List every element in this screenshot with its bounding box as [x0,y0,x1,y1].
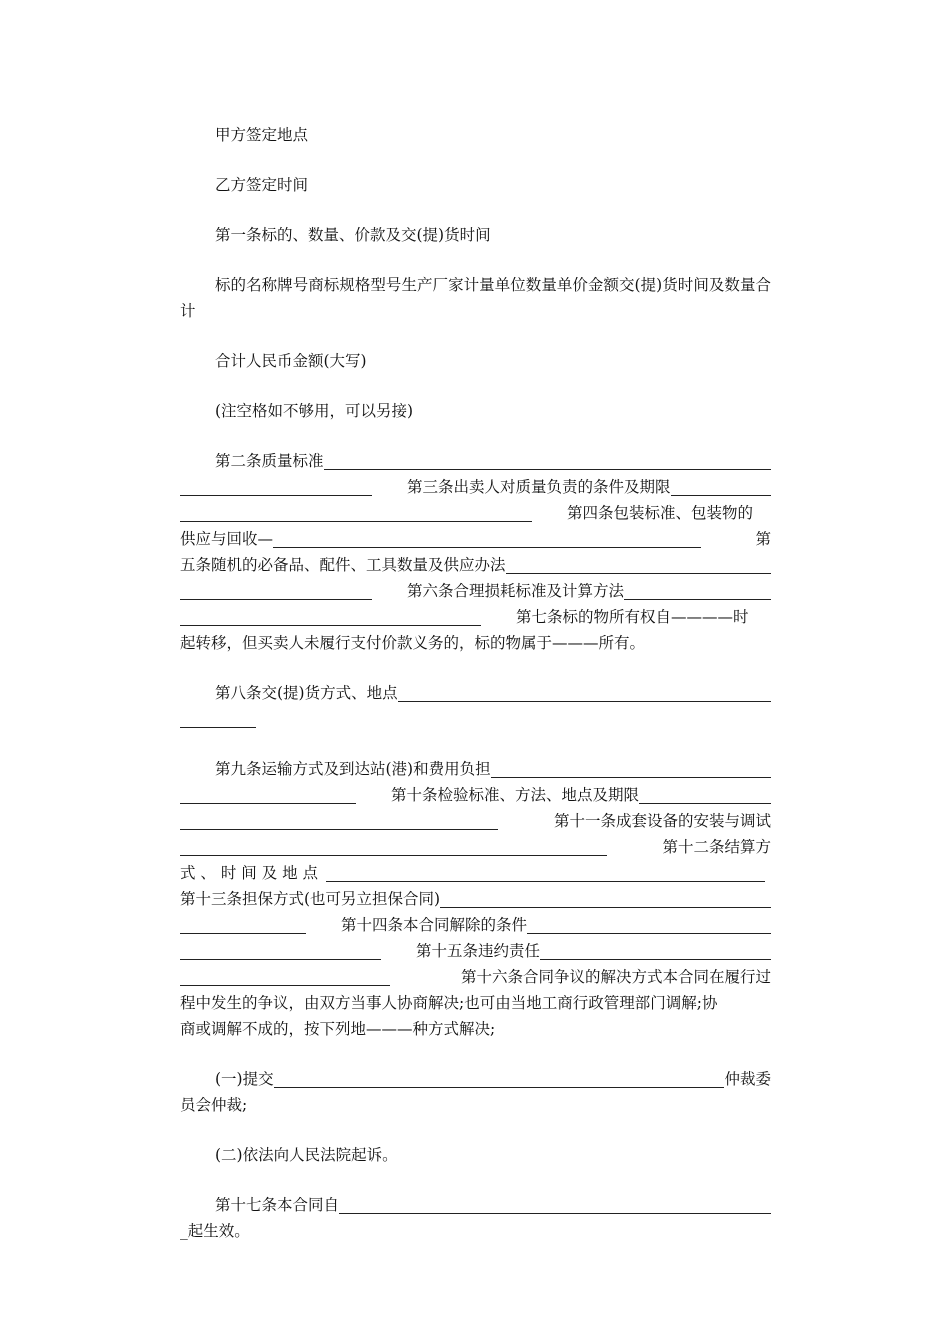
article-4: 第四条包装标准、包装物的 [567,504,754,522]
blank-line [273,530,701,548]
blank-line [324,452,771,470]
blank-line [180,942,381,960]
blank-line [527,916,771,934]
article-12-cont: 式 、 时 间 及 地 点 [180,864,319,882]
article-2: 第二条质量标准 [215,452,324,470]
article-17 [180,1192,771,1244]
article-17-cont: _起生效。 [180,1222,250,1240]
blank-line [180,968,390,986]
articles-9-16 [180,756,771,1042]
article-10: 第十条检验标准、方法、地点及期限 [391,786,640,804]
blank-line [491,760,771,778]
blank-line [180,812,498,830]
blank-line [180,916,306,934]
blank-line [540,942,771,960]
blank-line [180,582,372,600]
blank-line [639,786,771,804]
article-3: 第三条出卖人对质量负责的条件及期限 [407,478,671,496]
blank-line [180,786,356,804]
option-1 [180,1066,771,1118]
blank-line [180,608,481,626]
blank-line [180,504,532,522]
article-15: 第十五条违约责任 [416,942,541,960]
article-13: 第十三条担保方式(也可另立担保合同) [180,890,441,908]
article-17-text: 第十七条本合同自 [215,1196,340,1214]
blank-line [180,478,372,496]
article-4-cont: 供应与回收— [180,530,274,548]
blank-line [326,864,765,882]
sign-place: 甲方签定地点 [215,126,309,144]
article-5-start: 第 [755,530,771,548]
article-9: 第九条运输方式及到达站(港)和费用负担 [215,760,491,778]
blank-line [339,1196,771,1214]
articles-2-7 [180,448,771,656]
contract-page [180,122,771,1268]
article-16-cont-1: 程中发生的争议，由双方当事人协商解决;也可由当地工商行政管理部门调解;协 [180,994,718,1012]
blank-line [180,838,607,856]
article-7: 第七条标的物所有权自————时 [516,608,749,626]
option-2: (二)依法向人民法院起诉。 [215,1146,398,1164]
article-8-text: 第八条交(提)货方式、地点 [215,684,398,702]
total-amount: 合计人民币金额(大写) [215,352,367,370]
option-1-cont: 员会仲裁; [180,1096,248,1114]
article-14: 第十四条本合同解除的条件 [341,916,528,934]
option-1-text: (一)提交 [215,1070,274,1088]
note: (注空格如不够用，可以另接) [215,402,414,420]
article-16: 第十六条合同争议的解决方式本合同在履行过 [460,968,771,986]
sign-time: 乙方签定时间 [215,176,309,194]
article-16-cont-2: 商或调解不成的，按下列地———种方式解决; [180,1020,496,1038]
blank-line [398,684,771,702]
article-11: 第十一条成套设备的安装与调试 [553,812,771,830]
article-1-heading: 第一条标的、数量、价款及交(提)货时间 [215,226,491,244]
article-12: 第十二条结算方 [662,838,771,856]
blank-line [180,710,256,728]
blank-line [506,556,771,574]
blank-line [440,890,771,908]
blank-line [671,478,771,496]
article-6: 第六条合理损耗标准及计算方法 [407,582,625,600]
blank-line [274,1070,725,1088]
article-1-table-headers: 标的名称牌号商标规格型号生产厂家计量单位数量单价金额交(提)货时间及数量合计 [180,276,771,320]
article-7-cont: 起转移，但买卖人未履行支付价款义务的，标的物属于———所有。 [180,634,646,652]
option-1-suffix: 仲裁委 [724,1070,771,1088]
article-5: 五条随机的必备品、配件、工具数量及供应办法 [180,556,506,574]
blank-line [624,582,771,600]
article-8 [180,680,771,732]
